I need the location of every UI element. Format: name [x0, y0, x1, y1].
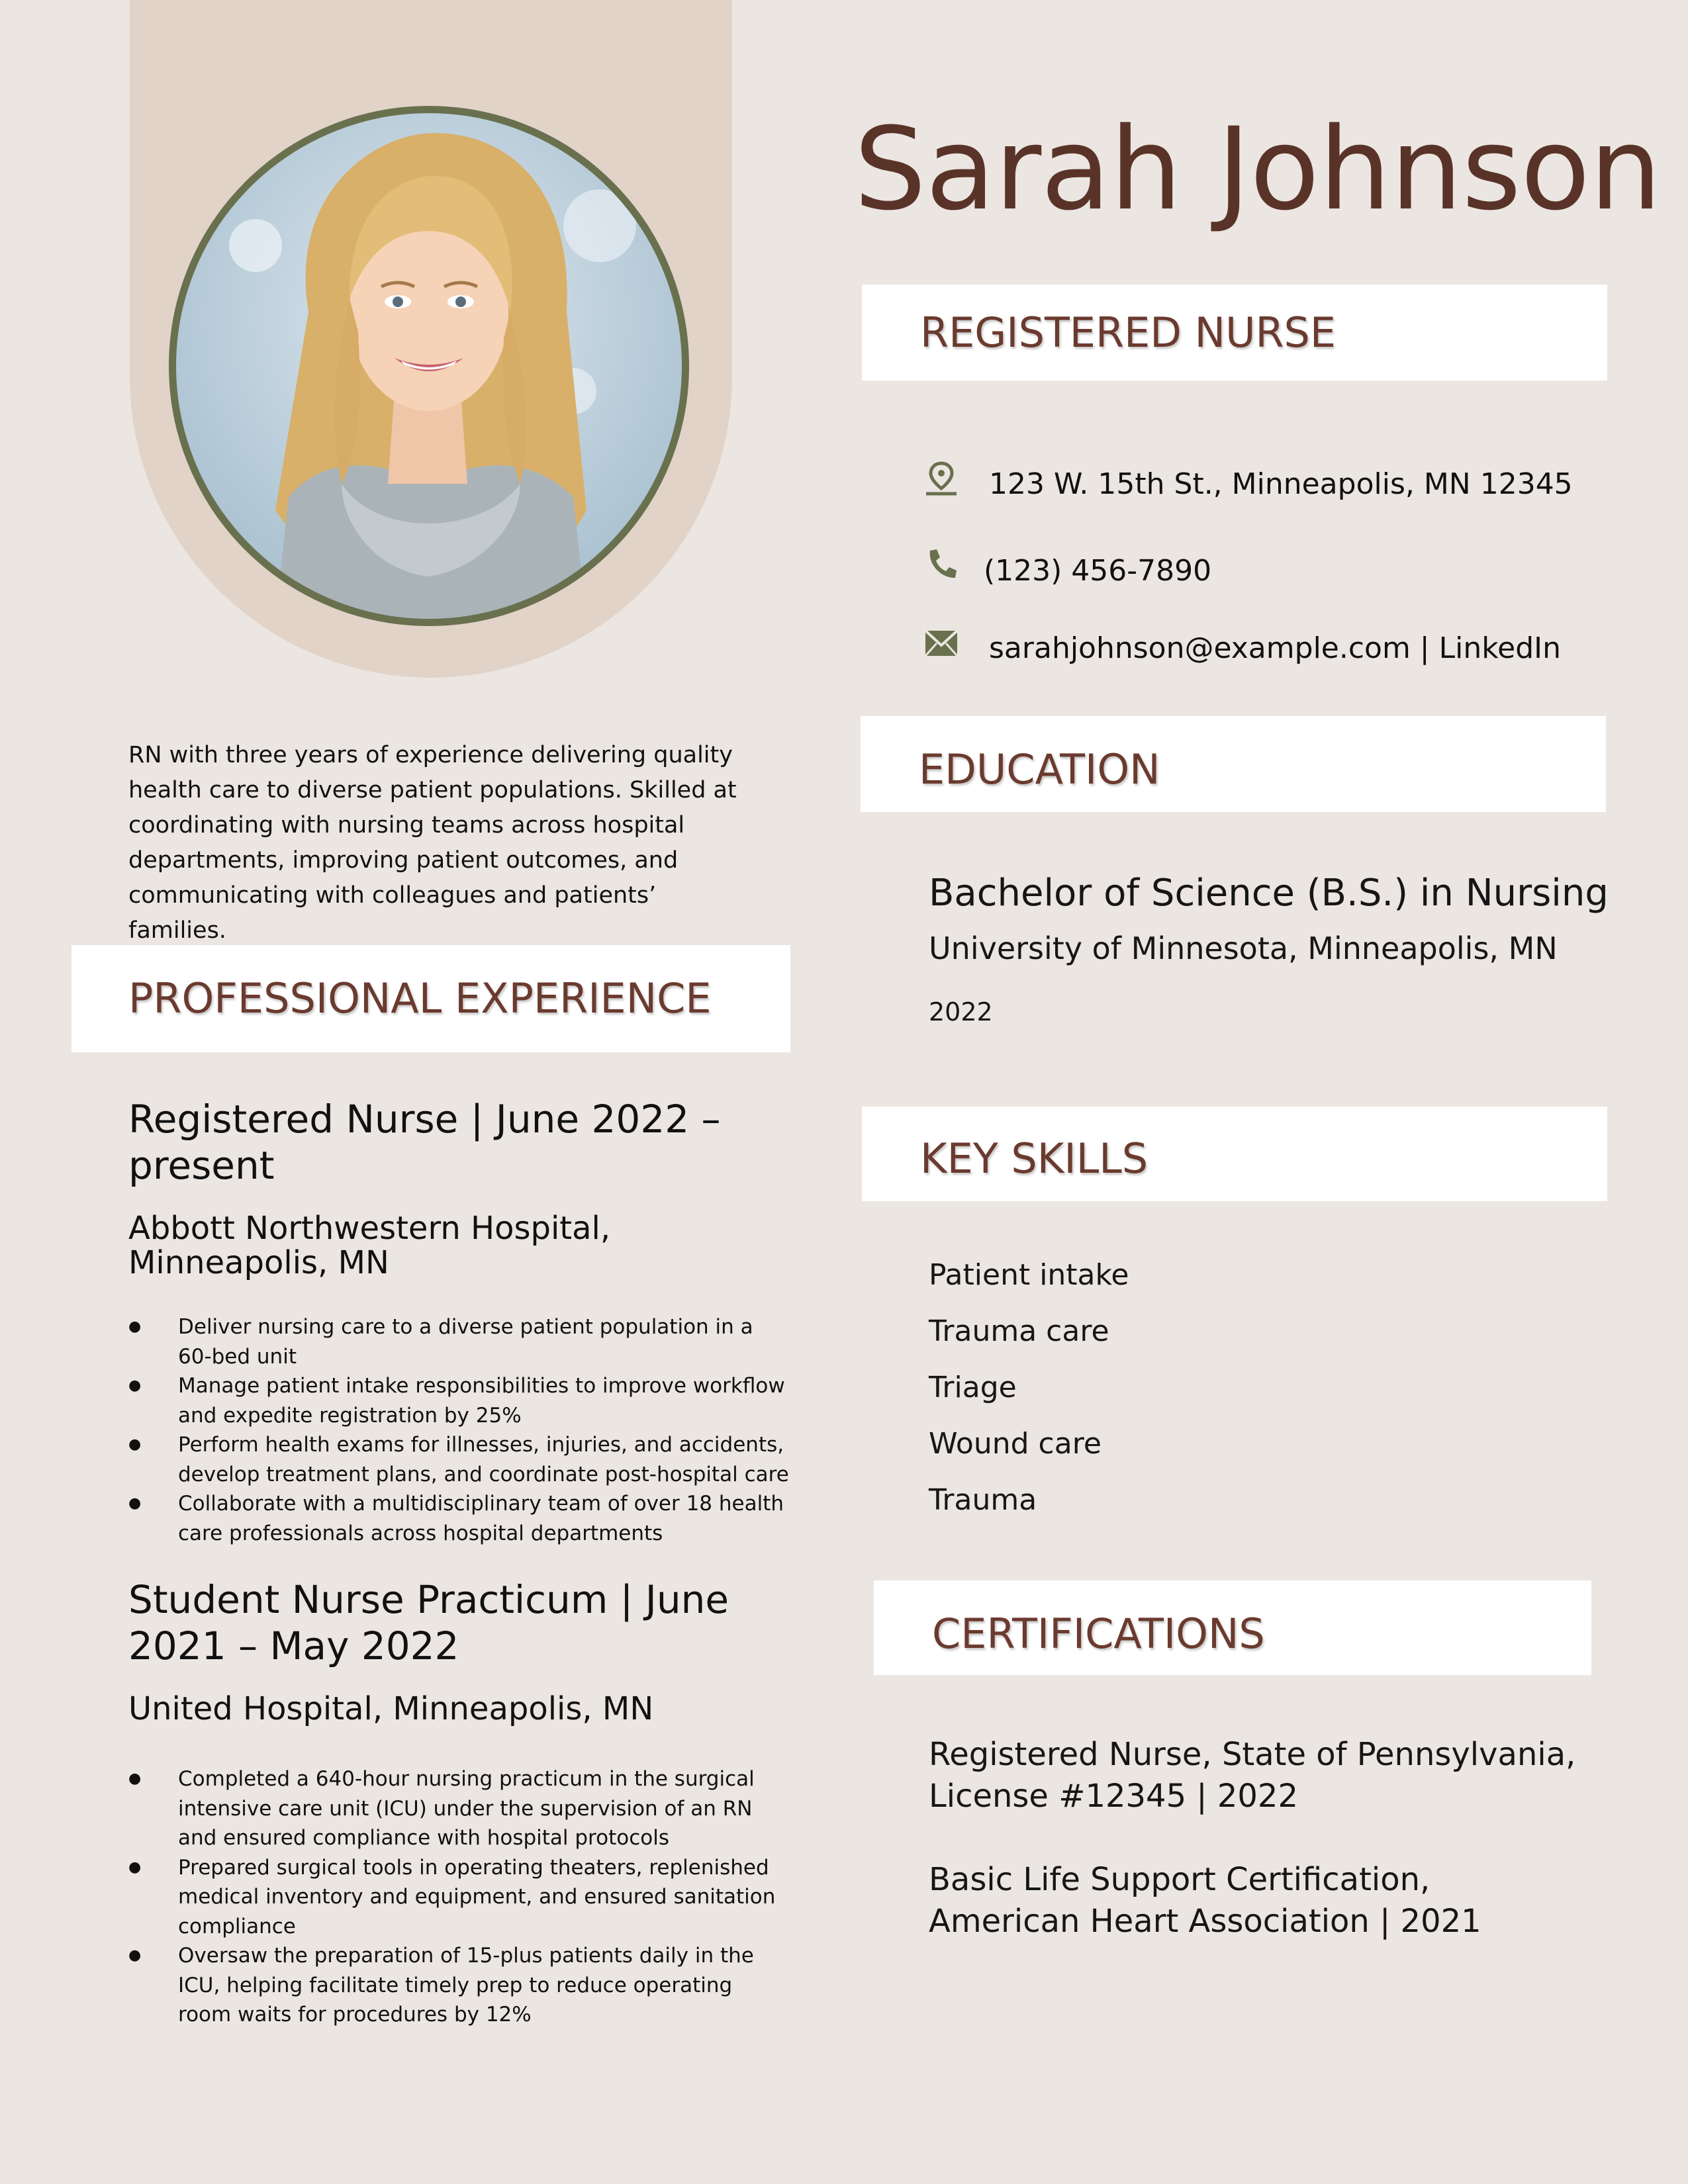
job-1-duty: ● Deliver nursing care to a diverse patient population in a 60-bed unit	[128, 1312, 790, 1371]
certifications-bar	[874, 1580, 1591, 1675]
education-school: University of Minnesota, Minneapolis, MN	[929, 931, 1558, 966]
job-2-duties	[128, 1764, 777, 2030]
experience-bar	[71, 945, 790, 1052]
email-envelope-icon	[923, 625, 959, 661]
job-title-heading: REGISTERED NURSE	[920, 308, 1336, 357]
job-1-employer: Abbott Northwestern Hospital, Minneapolis, MN	[128, 1210, 611, 1281]
certification-item: Basic Life Support Certification, American Heart Association | 2021	[929, 1861, 1481, 1940]
profile-photo	[169, 106, 689, 626]
job-1-duty: ● Perform health exams for illnesses, injuries, and accidents, develop treatment plans, and coordinate post-hospital care	[128, 1430, 790, 1489]
contact-email-linkedin: sarahjohnson@example.com | LinkedIn	[989, 631, 1562, 665]
education-bar	[861, 716, 1606, 812]
experience-heading: PROFESSIONAL EXPERIENCE	[128, 974, 712, 1023]
contact-phone: (123) 456-7890	[984, 554, 1212, 588]
job-2-duty: ● Prepared surgical tools in operating theaters, replenished medical inventory and equipment, and ensured sanitation compliance	[128, 1853, 777, 1942]
skill-item: Trauma	[929, 1483, 1037, 1517]
profile-photo-illustration	[176, 113, 682, 619]
education-degree: Bachelor of Science (B.S.) in Nursing	[929, 872, 1609, 915]
skill-item: Trauma care	[929, 1314, 1109, 1348]
job-2-employer: United Hospital, Minneapolis, MN	[128, 1690, 654, 1727]
phone-icon	[923, 547, 959, 582]
certification-item: Registered Nurse, State of Pennsylvania, License #12345 | 2022	[929, 1736, 1576, 1815]
job-2-title: Student Nurse Practicum | June 2021 – May 2022	[128, 1577, 729, 1668]
location-pin-icon	[923, 461, 959, 496]
job-1-duties	[128, 1312, 790, 1548]
job-1-duty: ● Manage patient intake responsibilities to improve workflow and expedite registration by 25%	[128, 1371, 790, 1430]
education-year: 2022	[929, 997, 993, 1026]
skills-heading: KEY SKILLS	[920, 1134, 1149, 1183]
job-1-duty: ● Collaborate with a multidisciplinary team of over 18 health care professionals across hospital departments	[128, 1489, 790, 1548]
certifications-heading: CERTIFICATIONS	[932, 1610, 1265, 1658]
skill-item: Patient intake	[929, 1258, 1129, 1292]
job-2-duty: ● Oversaw the preparation of 15-plus patients daily in the ICU, helping facilitate timely prep to reduce operating room waits for procedures by 12%	[128, 1941, 777, 2030]
candidate-name: Sarah Johnson	[854, 103, 1662, 236]
skill-item: Triage	[929, 1371, 1017, 1404]
job-1-title: Registered Nurse | June 2022 – present	[128, 1097, 721, 1188]
title-bar	[862, 285, 1607, 381]
skills-bar	[862, 1107, 1607, 1201]
professional-summary: RN with three years of experience delivering quality health care to diverse patient populations. Skilled at coordinating with nursing teams across hospital departments, improving patient outcomes, and communicating with colleagues and patients’ families.	[128, 742, 737, 944]
education-heading: EDUCATION	[919, 745, 1160, 794]
skill-item: Wound care	[929, 1427, 1102, 1461]
contact-address: 123 W. 15th St., Minneapolis, MN 12345	[989, 467, 1573, 501]
job-2-duty: ● Completed a 640-hour nursing practicum in the surgical intensive care unit (ICU) under the supervision of an RN and ensured compliance with hospital protocols	[128, 1764, 777, 1853]
